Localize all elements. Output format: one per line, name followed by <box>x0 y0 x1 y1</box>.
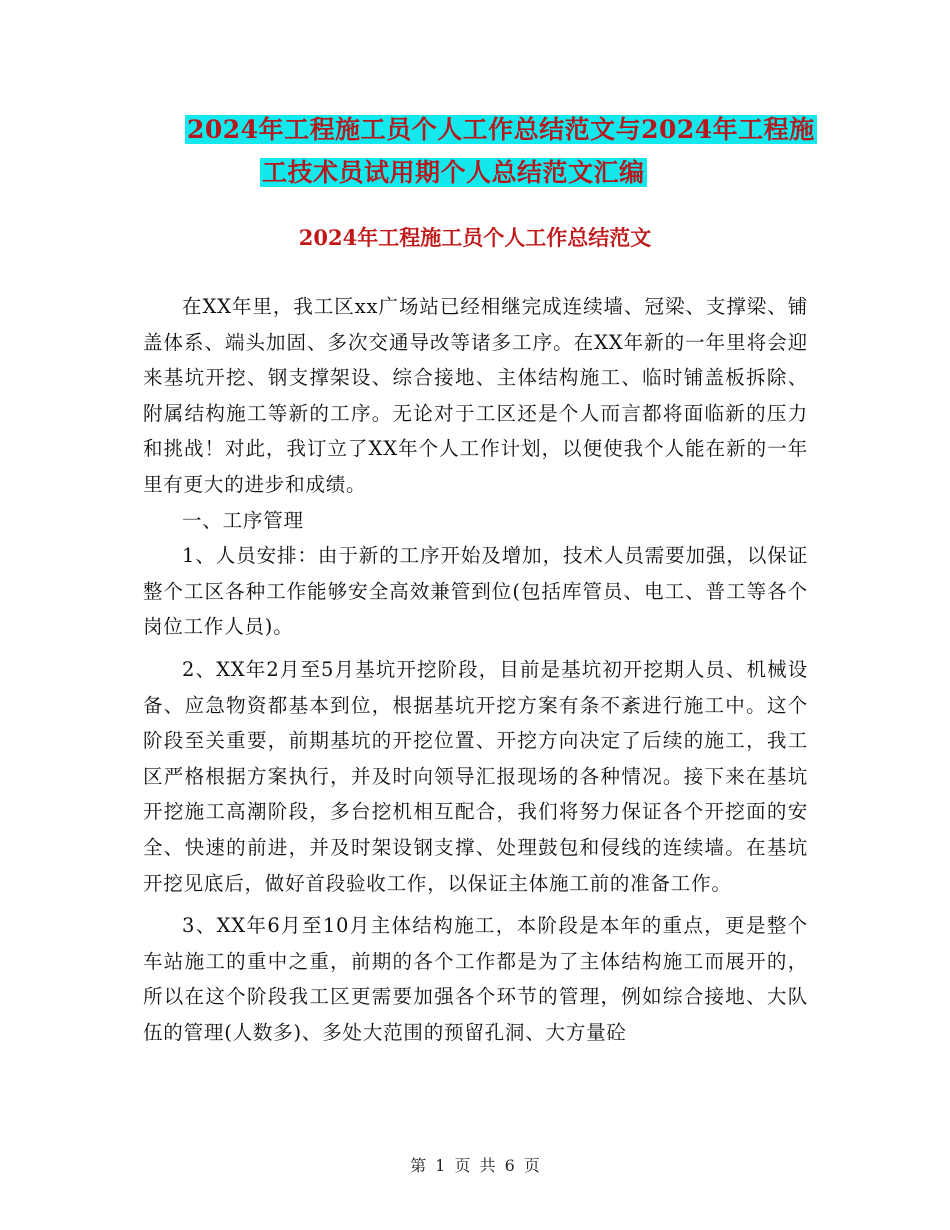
paragraph-item-1: 1、人员安排：由于新的工序开始及增加，技术人员需要加强，以保证整个工区各种工作能够安全高效兼管到位(包括库管员、电工、普工等各个岗位工作人员)。 <box>143 544 808 639</box>
page-footer: 第 1 页 共 6 页 <box>410 1156 540 1175</box>
paragraph-intro: 在XX年里，我工区xx广场站已经相继完成连续墙、冠梁、支撑梁、铺盖体系、端头加固、多次交通导改等诸多工序。在XX年新的一年里将会迎来基坑开挖、钢支撑架设、综合接地、主体结构施工、临时铺盖板拆除、附属结构施工等新的工序。无论对于工区还是个人而言都将面临新的压力和挑战！对此，我订立了XX年个人工作计划，以便使我个人能在新的一年里有更大的进步和成绩。 <box>143 295 808 496</box>
document-title-line-1: 2024年工程施工员个人工作总结范文与2024年工程施 <box>187 115 815 144</box>
document-title-line-2: 工技术员试用期个人总结范文汇编 <box>262 158 645 187</box>
paragraph-item-3: 3、XX年6月至10月主体结构施工，本阶段是本年的重点，更是整个车站施工的重中之重，前期的各个工作都是为了主体结构施工而展开的，所以在这个阶段我工区更需要加强各个环节的管理，例如综合接地、大队伍的管理(人数多)、多处大范围的预留孔洞、大方量砼 <box>143 914 808 1044</box>
heading-process-management: 一、工序管理 <box>182 508 304 532</box>
document-body <box>143 289 808 1050</box>
section-title: 2024年工程施工员个人工作总结范文 <box>298 225 652 250</box>
paragraph-item-2: 2、XX年2月至5月基坑开挖阶段，目前是基坑初开挖期人员、机械设备、应急物资都基本到位，根据基坑开挖方案有条不紊进行施工中。这个阶段至关重要，前期基坑的开挖位置、开挖方向决定了后续的施工，我工区严格根据方案执行，并及时向领导汇报现场的各种情况。接下来在基坑开挖施工高潮阶段，多台挖机相互配合，我们将努力保证各个开挖面的安全、快速的前进，并及时架设钢支撑、处理鼓包和侵线的连续墙。在基坑开挖见底后，做好首段验收工作，以保证主体施工前的准备工作。 <box>143 657 808 895</box>
